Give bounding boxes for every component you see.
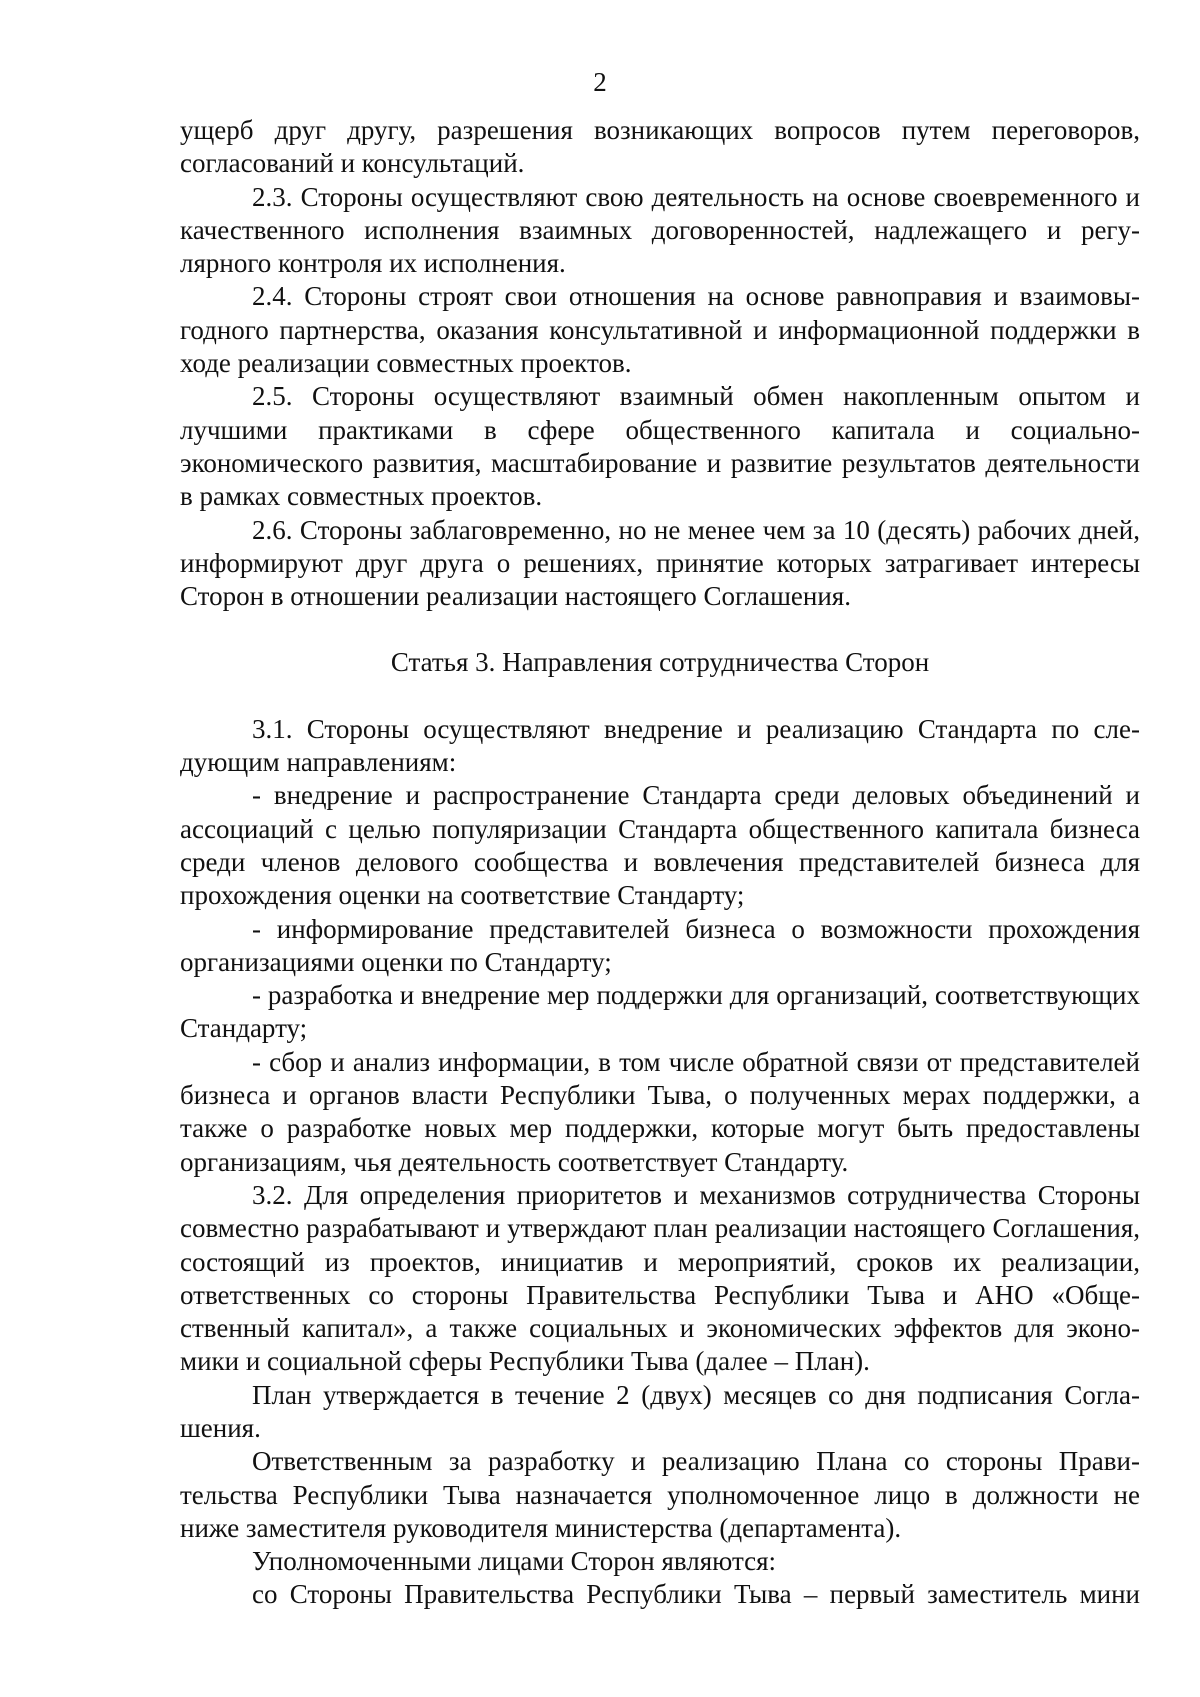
paragraph-2-4: 2.4. Стороны строят свои отношения на основе равноправия и взаимовыгодного партнерства, оказания консультативной и информационной поддержки в ходе реализации совместных проектов.	[180, 281, 1140, 379]
document-body	[180, 114, 1140, 1612]
paragraph-plan-approval: План утверждается в течение 2 (двух) месяцев со дня подписания Соглашения.	[180, 1379, 1140, 1443]
paragraph-3-2: 3.2. Для определения приоритетов и механизмов сотрудничества Стороны совместно разрабатывают и утверждают план реализации настоящего Соглашения, состоящий из проектов, инициатив и мероприятий, сроков их реализации, ответственных со стороны Правительства Республики Тыва и АНО «Общественный капитал», а также социальных и экономических эффектов для экономики и социальной сферы Республики Тыва (далее – План).	[180, 1179, 1140, 1377]
paragraph-2-3: 2.3. Стороны осуществляют свою деятельность на основе своевременного и качественного исполнения взаимных договоренностей, надлежащего и регулярного контроля их исполнения.	[180, 181, 1140, 279]
page-number: 2	[593, 67, 607, 97]
paragraph-2-6: 2.6. Стороны заблаговременно, но не менее чем за 10 (десять) рабочих дней, информируют друг друга о решениях, принятие которых затрагивает интересы Сторон в отношении реализации настоящего Соглашения.	[180, 514, 1140, 612]
list-item-dissemination: - внедрение и распространение Стандарта среди деловых объединений и ассоциаций с целью популяризации Стандарта общественного капитала бизнеса среди членов делового сообщества и вовлечения представителей бизнеса для прохождения оценки на соответствие Стандарту;	[180, 780, 1140, 911]
list-item-support-measures: - разработка и внедрение мер поддержки для организаций, соответствующих Стандарту;	[180, 980, 1140, 1044]
paragraph-responsible: Ответственным за разработку и реализацию Плана со стороны Правительства Республики Тыва назначается уполномоченное лицо в должности не ниже заместителя руководителя министерства (департамента).	[180, 1446, 1140, 1543]
paragraph-3-1: 3.1. Стороны осуществляют внедрение и реализацию Стандарта по следующим направлениям:	[180, 713, 1140, 778]
paragraph-2-5: 2.5. Стороны осуществляют взаимный обмен накопленным опытом и лучшими практиками в сфере общественного капитала и социально-экономического развития, масштабирование и развитие результатов деятельности в рамках совместных проектов.	[180, 381, 1140, 512]
list-item-feedback: - сбор и анализ информации, в том числе обратной связи от представителей бизнеса и органов власти Республики Тыва, о полученных мерах поддержки, а также о разработке новых мер поддержки, которые могут быть предоставлены организациям, чья деятельность соответствует Стандарту.	[180, 1046, 1140, 1177]
article-3-heading: Статья 3. Направления сотрудничества Сторон	[390, 647, 930, 678]
paragraph-continuation: ущерб друг другу, разрешения возникающих вопросов путем переговоров, согласований и консультаций.	[180, 115, 1140, 179]
paragraph-authorized-government: со Стороны Правительства Республики Тыва – первый заместитель мини	[252, 1579, 1140, 1610]
list-item-informing: - информирование представителей бизнеса о возможности прохождения организациями оценки по Стандарту;	[180, 913, 1140, 977]
paragraph-authorized: Уполномоченными лицами Сторон являются:	[252, 1546, 777, 1577]
